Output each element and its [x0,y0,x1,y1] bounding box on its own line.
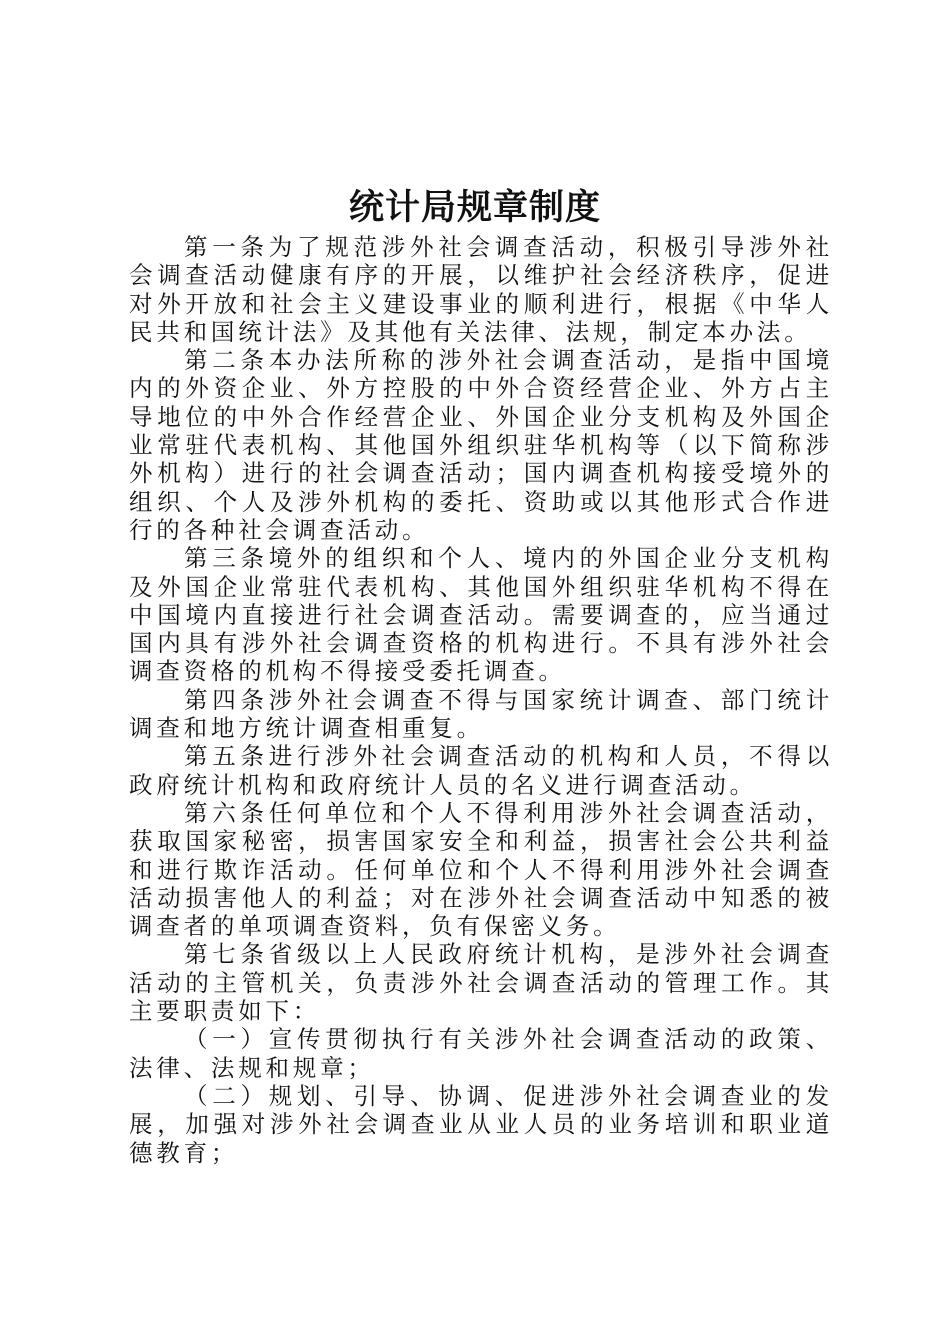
article-3-paragraph: 第三条境外的组织和个人、境内的外国企业分支机构及外国企业常驻代表机构、其他国外组织驻华机构不得在中国境内直接进行社会调查活动。需要调查的，应当通过国内具有涉外社会调查资格的机构进行。不具有涉外社会调查资格的机构不得接受委托调查。 [129,544,833,686]
article-7-paragraph: 第七条省级以上人民政府统计机构，是涉外社会调查活动的主管机关，负责涉外社会调查活动的管理工作。其主要职责如下： [129,940,833,1026]
document-body [129,233,833,1167]
article-2-paragraph: 第二条本办法所称的涉外社会调查活动，是指中国境内的外资企业、外方控股的中外合资经营企业、外方占主导地位的中外合作经营企业、外国企业分支机构及外国企业常驻代表机构、其他国外组织驻华机构等（以下简称涉外机构）进行的社会调查活动；国内调查机构接受境外的组织、个人及涉外机构的委托、资助或以其他形式合作进行的各种社会调查活动。 [129,346,833,544]
article-7-item-2: （二）规划、引导、协调、促进涉外社会调查业的发展，加强对涉外社会调查业从业人员的业务培训和职业道德教育； [129,1081,833,1167]
article-1-paragraph: 第一条为了规范涉外社会调查活动，积极引导涉外社会调查活动健康有序的开展，以维护社会经济秩序，促进对外开放和社会主义建设事业的顺利进行，根据《中华人民共和国统计法》及其他有关法律、法规，制定本办法。 [129,233,833,346]
article-6-paragraph: 第六条任何单位和个人不得利用涉外社会调查活动，获取国家秘密，损害国家安全和利益，损害社会公共利益和进行欺诈活动。任何单位和个人不得利用涉外社会调查活动损害他人的利益；对在涉外社会调查活动中知悉的被调查者的单项调查资料，负有保密义务。 [129,798,833,941]
document-title: 统计局规章制度 [348,187,601,228]
article-7-item-1: （一）宣传贯彻执行有关涉外社会调查活动的政策、法律、法规和规章； [129,1025,833,1082]
article-5-paragraph: 第五条进行涉外社会调查活动的机构和人员，不得以政府统计机构和政府统计人员的名义进行调查活动。 [129,742,833,799]
article-4-paragraph: 第四条涉外社会调查不得与国家统计调查、部门统计调查和地方统计调查相重复。 [129,685,833,743]
